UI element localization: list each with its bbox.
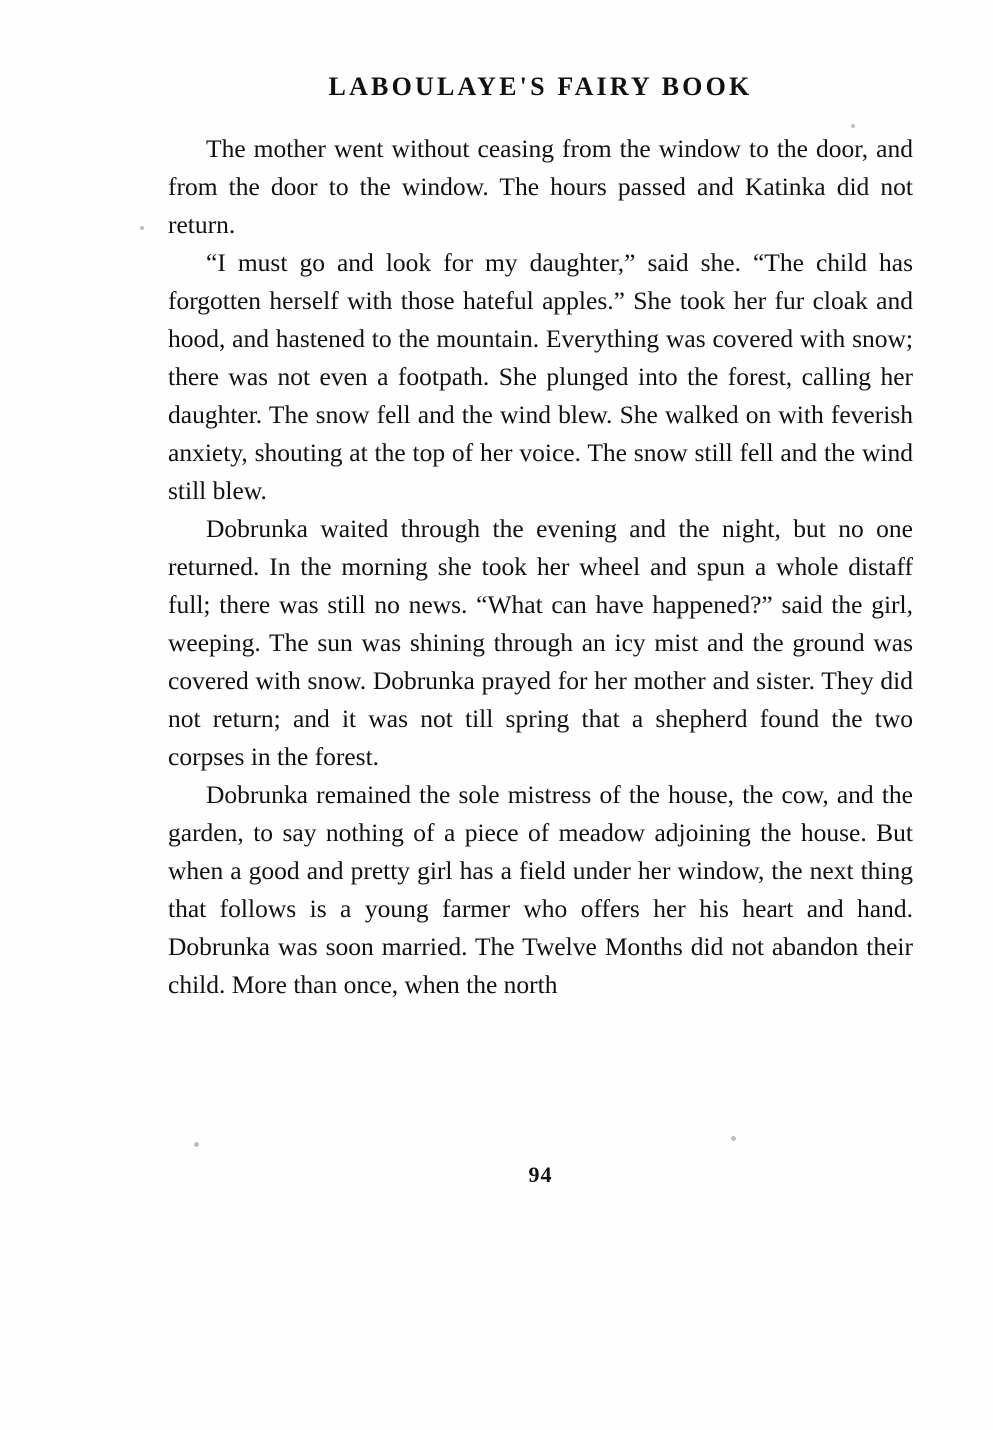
body-text <box>168 130 913 1004</box>
page-number: 94 <box>528 1162 553 1187</box>
paragraph: Dobrunka remained the sole mistress of the house, the cow, and the garden, to say nothing of a piece of meadow adjoining the house. But when a good and pretty girl has a field under her window, the next thing that follows is a young farmer who offers her his heart and hand. Dobrunka was soon married. The Twelve Months did not abandon their child. More than once, when the north <box>168 780 913 999</box>
running-head: LABOULAYE'S FAIRY BOOK <box>328 72 753 101</box>
page-text-block <box>168 72 913 1187</box>
print-speck <box>194 1142 199 1147</box>
paragraph: “I must go and look for my daughter,” said she. “The child has forgotten herself with those hateful apples.” She took her fur cloak and hood, and hastened to the mountain. Everything was covered with snow; there was not even a footpath. She plunged into the forest, calling her daughter. The snow fell and the wind blew. She walked on with feverish anxiety, shouting at the top of her voice. The snow still fell and the wind still blew. <box>168 248 913 505</box>
print-speck <box>731 1136 736 1141</box>
print-speck <box>140 226 144 230</box>
paragraph: The mother went without ceasing from the window to the door, and from the door to the window. The hours passed and Katinka did not return. <box>168 134 913 239</box>
paragraph: Dobrunka waited through the evening and the night, but no one returned. In the morning she took her wheel and spun a whole distaff full; there was still no news. “What can have happened?” said the girl, weeping. The sun was shining through an icy mist and the ground was covered with snow. Dobrunka prayed for her mother and sister. They did not return; and it was not till spring that a shepherd found the two corpses in the forest. <box>168 514 913 771</box>
